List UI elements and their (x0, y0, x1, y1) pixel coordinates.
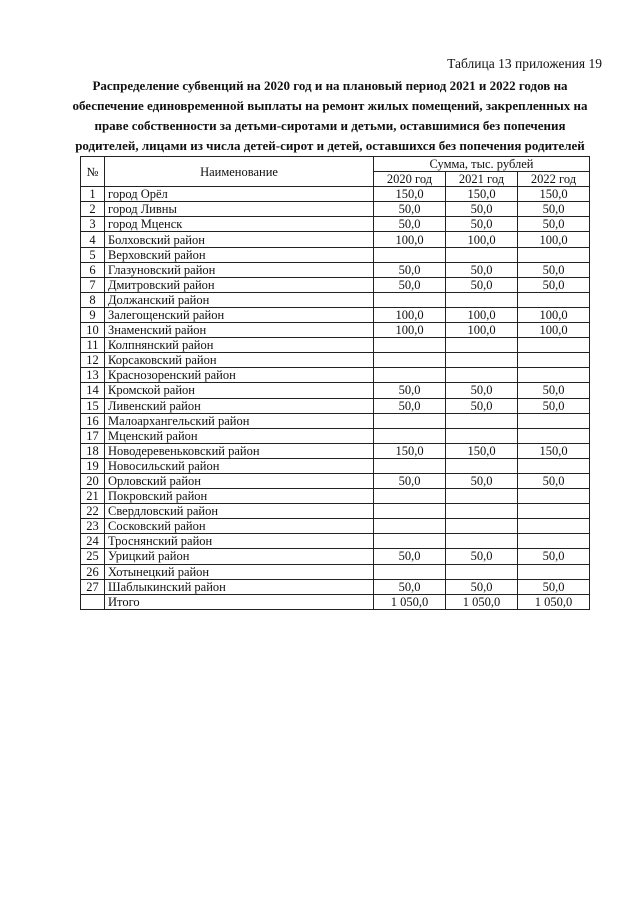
header-name: Наименование (105, 157, 374, 187)
row-num: 6 (81, 262, 105, 277)
row-value-2022: 50,0 (518, 473, 590, 488)
header-num: № (81, 157, 105, 187)
table-row (81, 277, 590, 292)
row-value-2020 (374, 489, 446, 504)
row-value-2021 (446, 338, 518, 353)
row-num: 9 (81, 307, 105, 322)
row-value-2022: 50,0 (518, 202, 590, 217)
row-value-2021: 150,0 (446, 187, 518, 202)
row-value-2021: 50,0 (446, 549, 518, 564)
row-name: город Мценск (105, 217, 374, 232)
table-row (81, 187, 590, 202)
row-num: 27 (81, 579, 105, 594)
table-row (81, 338, 590, 353)
row-value-2020: 50,0 (374, 473, 446, 488)
row-value-2022 (518, 428, 590, 443)
row-value-2021: 50,0 (446, 217, 518, 232)
total-label: Итого (105, 594, 374, 609)
row-name: Малоархангельский район (105, 413, 374, 428)
row-num: 4 (81, 232, 105, 247)
row-value-2020 (374, 247, 446, 262)
row-value-2022 (518, 458, 590, 473)
row-value-2022: 50,0 (518, 579, 590, 594)
row-value-2020: 50,0 (374, 262, 446, 277)
table-row (81, 307, 590, 322)
row-value-2022 (518, 368, 590, 383)
row-value-2021 (446, 504, 518, 519)
row-value-2020: 50,0 (374, 277, 446, 292)
row-name: Знаменский район (105, 323, 374, 338)
row-name: Новодеревеньковский район (105, 443, 374, 458)
row-value-2021: 50,0 (446, 202, 518, 217)
row-value-2022 (518, 338, 590, 353)
row-value-2021: 50,0 (446, 473, 518, 488)
row-name: Глазуновский район (105, 262, 374, 277)
row-value-2020 (374, 519, 446, 534)
row-num: 12 (81, 353, 105, 368)
row-value-2020: 100,0 (374, 307, 446, 322)
row-name: город Ливны (105, 202, 374, 217)
row-num: 11 (81, 338, 105, 353)
row-name: Дмитровский район (105, 277, 374, 292)
row-value-2020: 50,0 (374, 398, 446, 413)
row-name: Мценский район (105, 428, 374, 443)
row-value-2022: 100,0 (518, 323, 590, 338)
table-row (81, 504, 590, 519)
table-row (81, 292, 590, 307)
table-row (81, 549, 590, 564)
table-row (81, 323, 590, 338)
row-num: 2 (81, 202, 105, 217)
row-value-2022 (518, 292, 590, 307)
row-num: 8 (81, 292, 105, 307)
row-num: 13 (81, 368, 105, 383)
row-value-2021 (446, 564, 518, 579)
row-name: Должанский район (105, 292, 374, 307)
row-num: 19 (81, 458, 105, 473)
table-row (81, 398, 590, 413)
header-year-2020: 2020 год (374, 172, 446, 187)
row-num: 23 (81, 519, 105, 534)
row-num: 16 (81, 413, 105, 428)
table-row (81, 489, 590, 504)
row-value-2020 (374, 504, 446, 519)
table-row (81, 473, 590, 488)
row-value-2022: 150,0 (518, 443, 590, 458)
subsidy-table (80, 156, 590, 610)
row-name: Колпнянский район (105, 338, 374, 353)
row-value-2020 (374, 564, 446, 579)
row-value-2022 (518, 534, 590, 549)
row-value-2022: 50,0 (518, 277, 590, 292)
row-num: 20 (81, 473, 105, 488)
row-num: 17 (81, 428, 105, 443)
table-body (81, 187, 590, 595)
table-row (81, 202, 590, 217)
row-value-2021 (446, 489, 518, 504)
row-value-2022: 50,0 (518, 549, 590, 564)
document-title: Распределение субвенций на 2020 год и на плановый период 2021 и 2022 годов на обеспечение единовременной выплаты на ремонт жилых помещений, закрепленных на праве собственности за детьми-сиротами и детьми, оставшимися без попечения родителей, лицами из числа детей-сирот и детей, оставшихся без попечения родителей (72, 78, 588, 153)
row-value-2021 (446, 413, 518, 428)
row-value-2020: 50,0 (374, 202, 446, 217)
row-value-2020 (374, 353, 446, 368)
row-num: 1 (81, 187, 105, 202)
row-num: 18 (81, 443, 105, 458)
row-value-2021: 50,0 (446, 262, 518, 277)
row-value-2021 (446, 519, 518, 534)
row-value-2022 (518, 353, 590, 368)
header-year-2022: 2022 год (518, 172, 590, 187)
row-value-2021 (446, 368, 518, 383)
table-row (81, 262, 590, 277)
row-name: Корсаковский район (105, 353, 374, 368)
row-name: Верховский район (105, 247, 374, 262)
row-value-2021: 50,0 (446, 579, 518, 594)
row-value-2022: 50,0 (518, 383, 590, 398)
row-num: 7 (81, 277, 105, 292)
row-value-2020 (374, 458, 446, 473)
row-num: 14 (81, 383, 105, 398)
row-name: Урицкий район (105, 549, 374, 564)
table-row (81, 247, 590, 262)
row-name: Свердловский район (105, 504, 374, 519)
row-value-2021 (446, 353, 518, 368)
table-caption: Таблица 13 приложения 19 (447, 56, 602, 71)
table-row (81, 458, 590, 473)
total-2020: 1 050,0 (374, 594, 446, 609)
row-value-2021: 100,0 (446, 232, 518, 247)
row-value-2021: 50,0 (446, 383, 518, 398)
table-row (81, 519, 590, 534)
table-row (81, 579, 590, 594)
row-num: 22 (81, 504, 105, 519)
row-value-2022 (518, 504, 590, 519)
row-name: Орловский район (105, 473, 374, 488)
row-value-2022: 150,0 (518, 187, 590, 202)
row-value-2021: 100,0 (446, 307, 518, 322)
row-name: Покровский район (105, 489, 374, 504)
row-value-2022 (518, 489, 590, 504)
row-name: Залегощенский район (105, 307, 374, 322)
row-value-2021: 50,0 (446, 277, 518, 292)
row-value-2021: 100,0 (446, 323, 518, 338)
total-2022: 1 050,0 (518, 594, 590, 609)
row-name: Троснянский район (105, 534, 374, 549)
row-value-2021: 150,0 (446, 443, 518, 458)
header-year-2021: 2021 год (446, 172, 518, 187)
table-row (81, 217, 590, 232)
row-num: 5 (81, 247, 105, 262)
row-name: Болховский район (105, 232, 374, 247)
row-num: 10 (81, 323, 105, 338)
row-value-2020 (374, 368, 446, 383)
table-row (81, 232, 590, 247)
row-value-2020: 150,0 (374, 187, 446, 202)
row-num: 15 (81, 398, 105, 413)
row-num: 21 (81, 489, 105, 504)
row-num: 3 (81, 217, 105, 232)
row-value-2020 (374, 428, 446, 443)
row-value-2020 (374, 292, 446, 307)
row-value-2020 (374, 413, 446, 428)
table-row (81, 368, 590, 383)
row-name: Кромской район (105, 383, 374, 398)
total-2021: 1 050,0 (446, 594, 518, 609)
table-row (81, 534, 590, 549)
row-name: Ливенский район (105, 398, 374, 413)
row-name: Новосильский район (105, 458, 374, 473)
row-value-2021: 50,0 (446, 398, 518, 413)
row-name: Краснозоренский район (105, 368, 374, 383)
row-name: Хотынецкий район (105, 564, 374, 579)
row-name: Сосковский район (105, 519, 374, 534)
row-value-2020: 100,0 (374, 232, 446, 247)
table-row (81, 564, 590, 579)
table-row (81, 443, 590, 458)
total-num-cell (81, 594, 105, 609)
header-sum: Сумма, тыс. рублей (374, 157, 590, 172)
row-value-2022 (518, 413, 590, 428)
row-num: 26 (81, 564, 105, 579)
row-num: 24 (81, 534, 105, 549)
row-value-2020: 150,0 (374, 443, 446, 458)
table-row (81, 428, 590, 443)
row-value-2021 (446, 458, 518, 473)
row-name: город Орёл (105, 187, 374, 202)
table-row (81, 353, 590, 368)
row-value-2021 (446, 534, 518, 549)
total-row (81, 594, 590, 609)
row-value-2022: 100,0 (518, 232, 590, 247)
row-value-2022 (518, 519, 590, 534)
row-value-2022: 50,0 (518, 217, 590, 232)
row-num: 25 (81, 549, 105, 564)
row-value-2022 (518, 247, 590, 262)
row-value-2022: 50,0 (518, 398, 590, 413)
row-value-2020: 50,0 (374, 217, 446, 232)
row-value-2020: 100,0 (374, 323, 446, 338)
row-value-2022: 100,0 (518, 307, 590, 322)
row-value-2020: 50,0 (374, 549, 446, 564)
row-value-2022 (518, 564, 590, 579)
row-value-2021 (446, 428, 518, 443)
row-value-2020 (374, 338, 446, 353)
table-row (81, 413, 590, 428)
row-value-2020 (374, 534, 446, 549)
row-value-2020: 50,0 (374, 579, 446, 594)
table-row (81, 383, 590, 398)
row-value-2021 (446, 247, 518, 262)
row-value-2021 (446, 292, 518, 307)
row-name: Шаблыкинский район (105, 579, 374, 594)
row-value-2022: 50,0 (518, 262, 590, 277)
row-value-2020: 50,0 (374, 383, 446, 398)
